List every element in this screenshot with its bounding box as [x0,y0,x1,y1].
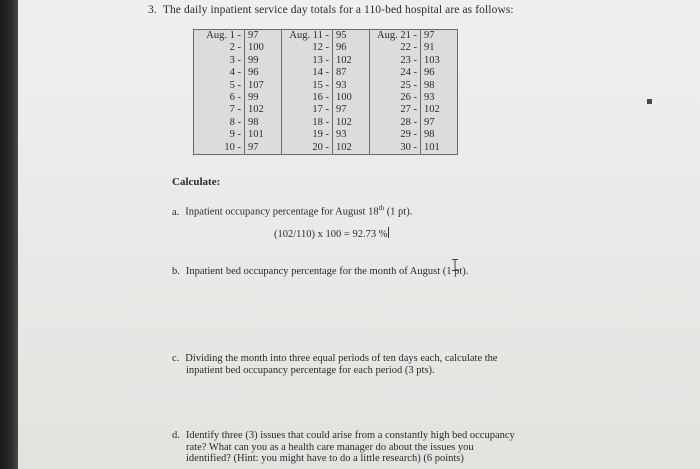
item-d [172,430,572,465]
document-page [18,0,700,469]
census-day: 20 - [312,141,329,153]
census-value: 95 [336,30,347,41]
census-value: 99 [248,54,259,66]
item-d-line-1: Identify three (3) issues that could arise from a constantly high bed occupancy [185,430,515,441]
census-day: 18 - [312,116,329,128]
left-edge-shadow [0,0,18,469]
census-value: 93 [424,92,435,104]
census-day: 16 - [312,92,329,104]
item-label: c. [172,353,180,364]
census-values-col-2 [333,30,370,155]
census-day: 8 - [229,116,241,128]
census-value: 93 [336,79,347,91]
census-day: 15 - [312,79,329,91]
census-value: 102 [336,141,352,153]
question-text: The daily inpatient service day totals for a 110-bed hospital are as follows: [162,4,514,16]
census-value: 100 [248,42,264,54]
census-value: 91 [424,42,435,54]
census-value: 97 [248,141,259,153]
census-day: 5 - [229,79,241,91]
item-label: d. [172,430,180,441]
census-day: 26 - [400,92,417,104]
item-a-text: Inpatient occupancy percentage for August 18 [185,206,379,218]
census-day: 27 - [400,104,417,116]
census-value: 102 [336,116,352,128]
census-day: 3 - [229,54,241,66]
census-value: 96 [248,67,259,79]
item-a-superscript: th [378,204,385,212]
item-label: b. [172,266,180,277]
census-value: 102 [336,54,352,66]
question-3 [148,4,514,16]
census-table [193,29,458,155]
text-select-cursor-icon [452,259,458,271]
census-day: 29 - [400,129,417,141]
item-a [172,203,412,218]
census-value: 96 [336,42,347,54]
census-day: 9 - [229,129,241,141]
census-value: 102 [248,104,264,116]
census-day: Aug. 1 - [206,30,241,41]
census-value: 87 [336,67,347,79]
census-day: 7 - [229,104,241,116]
census-day: 23 - [400,54,417,66]
census-value: 97 [336,104,347,116]
census-day: Aug. 21 - [377,30,417,41]
census-day: 13 - [312,54,329,66]
question-number: 3. [148,4,157,16]
census-day: 30 - [400,141,417,153]
item-a-answer[interactable] [274,227,389,240]
census-value: 98 [424,129,435,141]
table-row [194,30,458,155]
item-a-work: (102/110) x 100 = 92.73 % [274,229,388,240]
census-days-col-3 [370,30,421,155]
census-days-col-1 [194,30,245,155]
item-b-text: Inpatient bed occupancy percentage for the month of August (1 pt). [185,266,469,277]
census-day: 2 - [229,42,241,54]
census-values-col-1 [245,30,282,155]
census-day: Aug. 11 - [289,30,329,41]
census-value: 93 [336,129,347,141]
census-value: 96 [424,67,435,79]
census-value: 102 [424,104,440,116]
census-value: 100 [336,92,352,104]
census-value: 97 [248,30,259,41]
item-d-line-3: identified? (Hint: you might have to do a little research) (6 points) [186,453,464,464]
census-day: 25 - [400,79,417,91]
census-day: 19 - [312,129,329,141]
census-day: 12 - [312,42,329,54]
item-b [172,266,468,278]
item-a-points: (1 pt). [384,206,413,218]
item-label: a. [172,206,180,218]
text-cursor-icon [388,227,389,238]
item-d-line-2: rate? What can you as a health care manager do about the issues you [186,441,474,453]
census-value: 107 [248,79,264,91]
census-day: 22 - [400,42,417,54]
census-value: 98 [424,79,435,91]
census-day: 10 - [224,141,241,153]
margin-mark-icon [647,99,652,104]
census-value: 98 [248,116,259,128]
census-day: 17 - [312,104,329,116]
item-c-line-2: inpatient bed occupancy percentage for each period (3 pts). [186,364,435,376]
census-value: 97 [424,30,435,41]
census-value: 103 [424,54,440,66]
census-day: 24 - [400,67,417,79]
census-values-col-3 [421,30,458,155]
census-days-col-2 [282,30,333,155]
census-value: 101 [248,129,264,141]
census-day: 4 - [229,67,241,79]
calculate-heading: Calculate: [172,176,221,188]
census-value: 101 [424,141,440,153]
census-day: 6 - [229,92,241,104]
census-value: 99 [248,92,259,104]
census-day: 28 - [400,116,417,128]
census-day: 14 - [312,67,329,79]
item-c-line-1: Dividing the month into three equal periods of ten days each, calculate the [185,353,498,364]
item-c [172,353,572,376]
census-value: 97 [424,116,435,128]
